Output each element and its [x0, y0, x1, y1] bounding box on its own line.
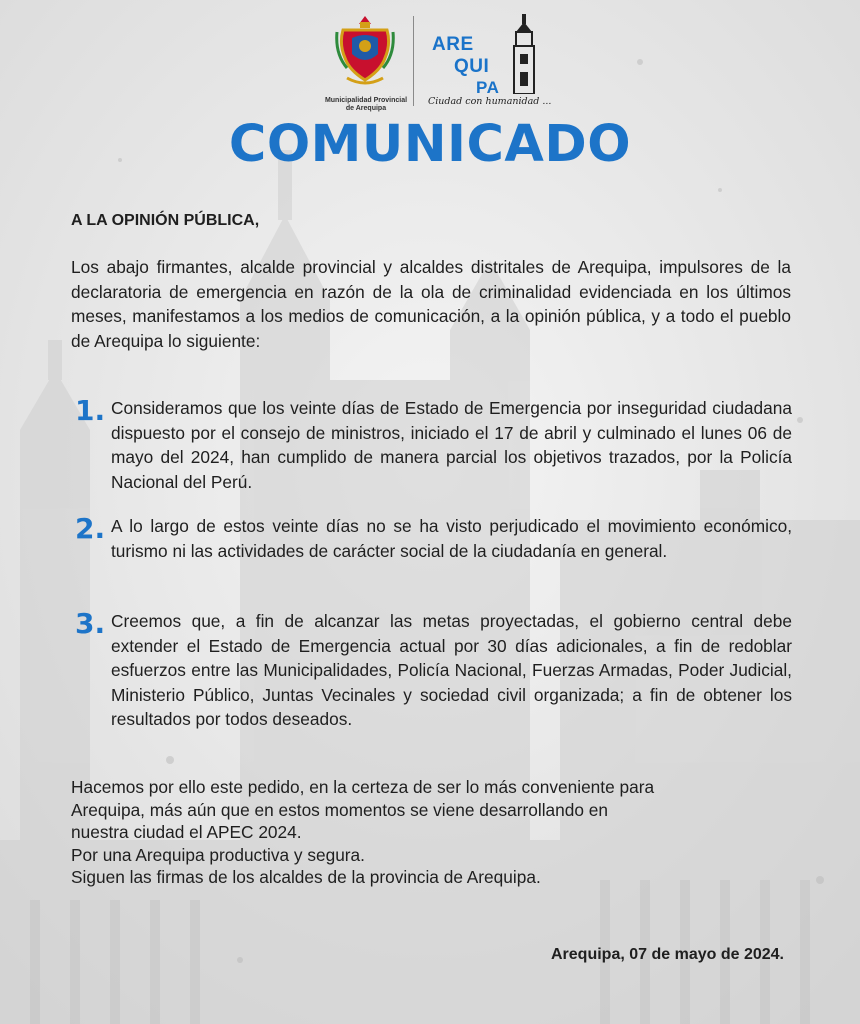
list-item-text: Consideramos que los veinte días de Estado de Emergencia por inseguridad ciudadana dispuesto por el consejo de ministros, iniciado el 17 de abril y culminado el lunes 06 de mayo del 2024, han cumplido de manera parcial los objetivos trazados, por la Policía Nacional del Perú.: [111, 398, 792, 492]
church-tower-icon: [510, 14, 538, 94]
closing-line-5: Siguen las firmas de los alcaldes de la provincia de Arequipa.: [71, 867, 541, 887]
header-logos: [0, 12, 860, 112]
intro-paragraph: Los abajo firmantes, alcalde provincial y alcaldes distritales de Arequipa, impulsores de la declaratoria de emergencia en razón de la ola de criminalidad evidenciada en los últimos meses, manifestamos a los medios de comunicación, a la opinión pública, y a todo el pueblo de Arequipa lo siguiente:: [71, 257, 791, 351]
municipal-coat-of-arms-icon: [335, 14, 395, 90]
page-title: COMUNICADO: [228, 115, 632, 174]
closing-line-2: Arequipa, más aún que en estos momentos se viene desarrollando en: [71, 799, 609, 820]
closing-line-1: Hacemos por ello este pedido, en la certeza de ser lo más conveniente para: [71, 777, 655, 797]
brand-tagline: Ciudad con humanidad ...: [428, 96, 552, 107]
closing-line-3: nuestra ciudad el APEC 2024.: [71, 822, 302, 842]
municipality-name-line2: de Arequipa: [345, 105, 387, 112]
dateline: Arequipa, 07 de mayo de 2024.: [551, 946, 784, 963]
arequipa-brand-logo: [424, 26, 544, 106]
brand-word-part2: QUI: [454, 56, 490, 77]
list-item-number: 1.: [75, 394, 106, 427]
list-item-text: A lo largo de estos veinte días no se ha visto perjudicado el movimiento económico, turismo ni las actividades de carácter social de la ciudadanía en general.: [111, 516, 792, 561]
list-item-number: 3.: [75, 607, 106, 640]
municipality-name-line1: Municipalidad Provincial: [324, 97, 408, 104]
list-item-number: 2.: [75, 512, 106, 545]
logo-divider: [413, 16, 414, 106]
closing-line-4: Por una Arequipa productiva y segura.: [71, 844, 365, 865]
municipality-name: [318, 97, 414, 113]
brand-word-part3: PA: [476, 78, 500, 97]
list-item-text: Creemos que, a fin de alcanzar las metas proyectadas, el gobierno central debe extender el Estado de Emergencia actual por 30 días adicionales, a fin de redoblar esfuerzos entre las Municipalidades, Policía Nacional, Fuerzas Armadas, Poder Judicial, Ministerio Público, Juntas Vecinales y sociedad civil organizada; a fin de obtener los resultados por todos deseados.: [111, 611, 792, 729]
brand-word-part1: ARE: [432, 34, 474, 55]
closing-paragraph: [71, 776, 801, 889]
salutation: A LA OPINIÓN PÚBLICA,: [71, 212, 260, 229]
